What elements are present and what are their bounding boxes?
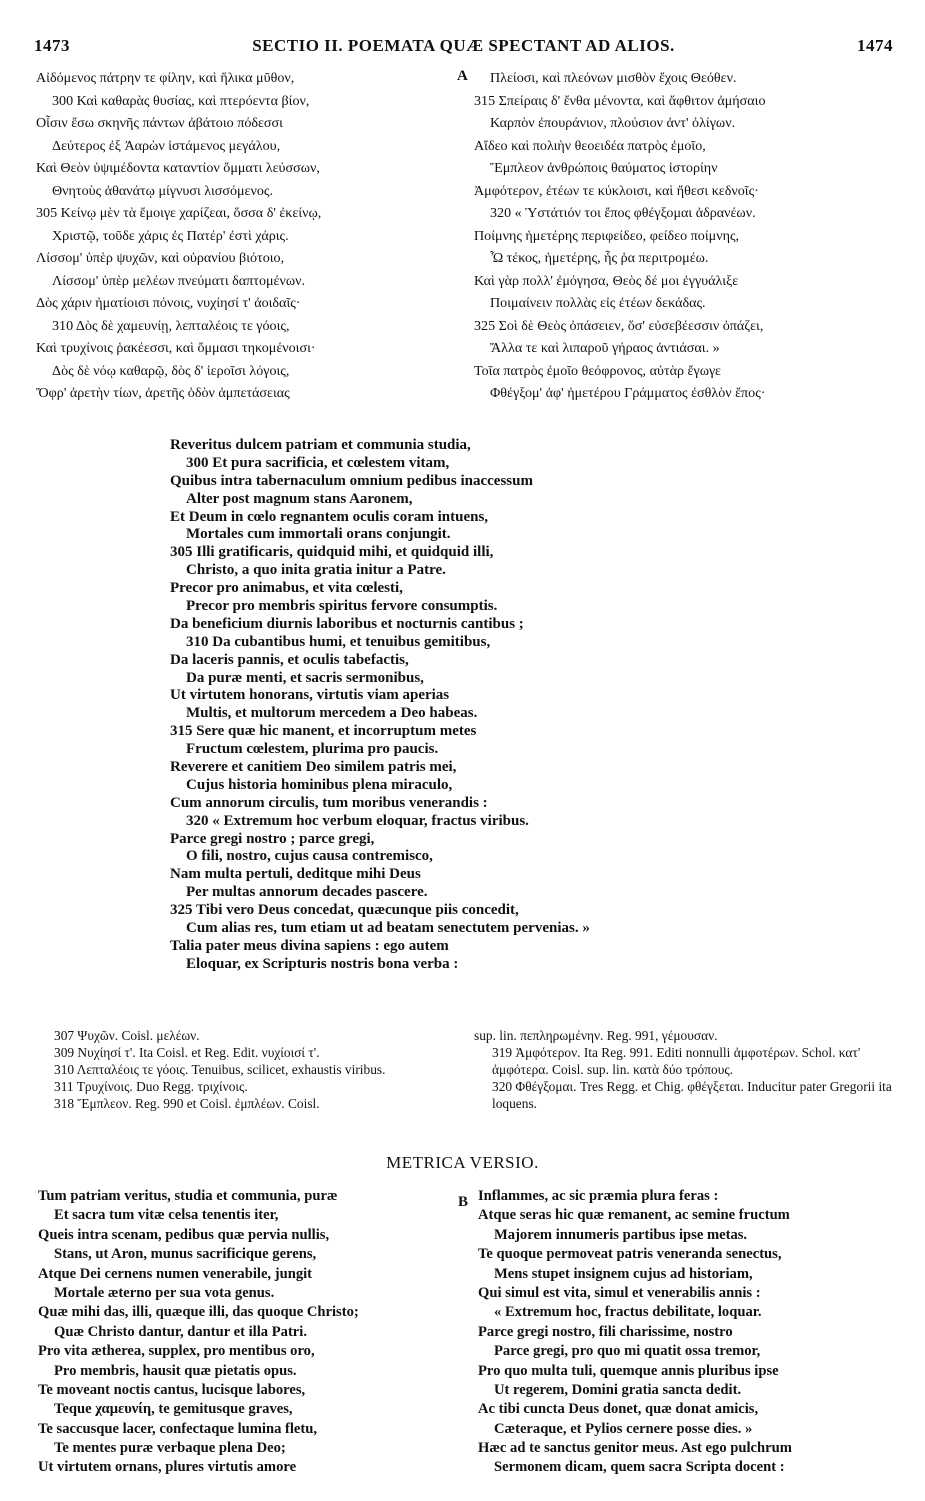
metrica-verse-line: Pro vita æthereа, supplex, pro mentibus oro, — [38, 1343, 315, 1360]
page-number-left: 1473 — [34, 36, 70, 55]
footnote: 319 Ἀμφότερον. Ita Reg. 991. Editi nonnulli ἀμφοτέρων. Schol. κατ' ἀμφότερα. Coisl. sup. lin. κατὰ δύο τρόπους. — [492, 1045, 861, 1077]
column-marker-b: B — [458, 1194, 469, 1210]
metrica-verse-line: Majorem innumeris partibus ipse metas. — [494, 1226, 748, 1243]
latin-verse-line: Parce gregi nostro ; parce gregi, — [170, 830, 375, 847]
greek-text-right-column — [474, 67, 904, 405]
metrica-verse-line: Et sacra tum vitæ celsa tenentis iter, — [54, 1207, 279, 1224]
greek-verse-line: Ποιμαίνειν πολλὰς εἰς ἐτέων δεκάδας. — [490, 295, 706, 311]
metrica-verse-line: Pro membris, hausit quæ pietatis opus. — [54, 1362, 297, 1379]
latin-verse-line: Multis, et multorum mercedem a Deo habeas. — [186, 705, 478, 722]
greek-verse-line: Λίσσομ' ὑπὲρ ψυχῶν, καὶ οὐρανίου βιότοιο, — [36, 250, 285, 266]
greek-verse-line: Αἴδεο καὶ πολιὴν θεοειδέα πατρὸς ἐμοῖο, — [474, 137, 706, 154]
footnote: 307 Ψυχῶν. Coisl. μελέων. — [54, 1028, 200, 1043]
greek-verse-line: Καὶ τρυχίνοις ῥακέεσσι, καὶ ὄμμασι τηκομένοισι· — [36, 340, 316, 356]
latin-verse-line: Mortales cum immortali orans conjungit. — [186, 526, 451, 543]
greek-verse-line: Καὶ γὰρ πολλ' ἐμόγησα, Θεὸς δέ μοι ἐγγυάλιξε — [474, 272, 739, 289]
latin-verse-line: Per multas annorum decades pascere. — [186, 884, 428, 901]
greek-verse-line: Αἰδόμενος πάτρην τε φίλην, καὶ ἥλικα μῦθον, — [36, 70, 295, 86]
greek-verse-line: Λίσσομ' ὑπὲρ μελέων πνεύματι δαπτομένων. — [52, 272, 306, 289]
running-header — [34, 36, 893, 58]
latin-verse-line: Alter post magnum stans Aaronem, — [186, 490, 413, 507]
metrica-verse-line: Te moveant noctis cantus, lucisque labores, — [38, 1381, 306, 1398]
footnote: 310 Λεπταλέοις τε γόοις. Tenuibus, scilicet, exhaustis viribus. — [54, 1062, 386, 1077]
metrica-verse-line: Tum patriam veritus, studia et communia, puræ — [38, 1188, 338, 1204]
greek-verse-line: Ποίμνης ἡμετέρης περιφείδεο, φείδεο ποίμνης, — [474, 227, 740, 244]
greek-verse-line: Καὶ Θεὸν ὑψιμέδοντα καταντίον ὄμματι λεύσσων, — [36, 160, 320, 176]
metrica-verse-line: Qui simul est vita, simul et venerabilis annis : — [478, 1284, 761, 1301]
metrica-verse-line: Te quoque permoveat patris veneranda senectus, — [478, 1246, 782, 1263]
metrica-verse-line: Cæteraque, et Pylios cernere posse dies. » — [494, 1420, 753, 1437]
latin-verse-line: 300 Et pura sacrificia, et cœlestem vitam, — [186, 454, 450, 471]
latin-verse-line: Precor pro membris spiritus fervore consumptis. — [186, 598, 498, 615]
metrica-verse-line: Te saccusque lacer, confectaque lumina fletu, — [38, 1420, 318, 1437]
latin-verse-line: Nam multa pertuli, deditque mihi Deus — [170, 866, 421, 883]
metrica-verse-line: Hæc ad te sanctus genitor meus. Ast ego pulchrum — [478, 1440, 792, 1457]
greek-verse-line: Πλείοσι, καὶ πλεόνων μισθὸν ἔχοις Θεόθεν. — [490, 70, 737, 86]
metrica-verse-line: Pro quo multa tuli, quemque annis pluribus ipse — [478, 1362, 779, 1379]
running-title: SECTIO II. POEMATA QUÆ SPECTANT AD ALIOS. — [252, 36, 675, 55]
latin-verse-line: 320 « Extremum hoc verbum eloquar, fractus viribus. — [186, 812, 529, 829]
latin-verse-line: Reveritus dulcem patriam et communia studia, — [170, 437, 471, 453]
greek-verse-line: Ἄλλα τε καὶ λιπαροῦ γήραος ἀντιάσαι. » — [490, 340, 720, 356]
column-marker-a: A — [457, 68, 468, 84]
latin-verse-line: O fili, nostro, cujus causa contremisco, — [186, 848, 433, 865]
greek-verse-line: 325 Σοὶ δὲ Θεὸς ὀπάσειεν, ὅσ' εὐσεβέεσσιν ὀπάζει, — [474, 317, 764, 334]
metrica-verse-line: Atque seras hic quæ remanent, ac semine fructum — [478, 1207, 790, 1224]
metrica-verse-line: Ac tibi cuncta Deus donet, quæ donat amicis, — [478, 1401, 759, 1418]
metrica-verse-line: Parce gregi, pro quo mi quatit ossa tremor, — [494, 1343, 761, 1360]
greek-verse-line: 315 Σπείραις δ' ἔνθα μένοντα, καὶ ἄφθιτον ἀμήσαιο — [474, 92, 766, 109]
footnote: sup. lin. πεπληρωμένην. Reg. 991, γέμουσαν. — [474, 1028, 718, 1043]
latin-verse-line: Da laceris pannis, et oculis tabefactis, — [170, 651, 409, 668]
footnote: 309 Νυχίησί τ'. Ita Coisl. et Reg. Edit. νυχίοισί τ'. — [54, 1045, 320, 1060]
greek-verse-line: Καρπὸν ἐπουράνιον, πλούσιον ἀντ' ὀλίγων. — [490, 115, 736, 131]
greek-verse-line: Οἷσιν ἔσω σκηνῆς πάντων ἀβάτοιο πόδεσσι — [36, 115, 283, 131]
greek-verse-line: Δὸς δὲ νόῳ καθαρῷ, δὸς δ' ἱεροῖσι λόγοις, — [52, 362, 290, 379]
latin-verse-line: Quibus intra tabernaculum omnium pedibus inaccessum — [170, 472, 533, 489]
latin-verse-line: Ut virtutem honorans, virtutis viam aperias — [170, 687, 450, 704]
footnotes-left-column — [36, 1027, 461, 1112]
greek-text-left-column — [36, 67, 461, 405]
metrica-verse-line: Ut virtutem ornans, plures virtutis amore — [38, 1459, 297, 1476]
metrica-versio-left-column — [38, 1187, 468, 1478]
metrica-verse-line: Mens stupet insignem cujus ad historiam, — [494, 1265, 753, 1282]
latin-verse-line: Reverere et canitiem Deo similem patris mei, — [170, 759, 457, 776]
metrica-versio-right-column — [478, 1187, 908, 1478]
greek-verse-line: Φθέγξομ' ἀφ' ἡμετέρου Γράμματος ἐσθλὸν ἔπος· — [490, 385, 766, 401]
latin-verse-line: Da puræ menti, et sacris sermonibus, — [186, 669, 424, 686]
latin-verse-line: 305 Illi gratificaris, quidquid mihi, et quidquid illi, — [170, 544, 494, 561]
metrica-verse-line: Stans, ut Aron, munus sacrificique gerens, — [54, 1246, 317, 1263]
page-number-right: 1474 — [857, 36, 893, 55]
metrica-verse-line: Atque Dei cernens numen venerabile, jungit — [38, 1265, 313, 1282]
greek-verse-line: Ὦ τέκος, ἡμετέρης, ἧς ῥα περιτρομέω. — [490, 250, 709, 266]
latin-verse-line: Eloquar, ex Scripturis nostris bona verba : — [186, 955, 459, 972]
footnote: 318 Ἔμπλεον. Reg. 990 et Coisl. ἐμπλέων. Coisl. — [54, 1096, 320, 1111]
metrica-verse-line: Queis intra scenam, pedibus quæ pervia nullis, — [38, 1226, 330, 1243]
greek-verse-line: 310 Δὸς δὲ χαμευνίῃ, λεπταλέοις τε γόοις, — [52, 317, 290, 334]
latin-translation — [170, 437, 730, 974]
greek-verse-line: Δεύτερος ἐξ Ἀαρὼν ἱστάμενος μεγάλου, — [52, 137, 281, 154]
latin-verse-line: 325 Tibi vero Deus concedat, quæcunque piis concedit, — [170, 902, 519, 919]
metrica-verse-line: « Extremum hoc, fractus debilitate, loquar. — [494, 1304, 762, 1321]
latin-verse-line: 310 Da cubantibus humi, et tenuibus gemitibus, — [186, 633, 491, 650]
greek-verse-line: Τοῖα πατρὸς ἐμοῖο θεόφρονος, αὐτὰρ ἔγωγε — [474, 362, 721, 379]
latin-verse-line: 315 Sere quæ hic manent, et incorruptum metes — [170, 723, 477, 740]
latin-verse-line: Cum annorum circulis, tum moribus venerandis : — [170, 794, 488, 811]
metrica-verse-line: Quæ mihi das, illi, quæque illi, das quoque Christo; — [38, 1304, 359, 1321]
metrica-verse-line: Parce gregi nostro, fili charissime, nostro — [478, 1323, 733, 1340]
greek-verse-line: Ὄφρ' ἀρετὴν τίων, ἀρετῆς ὁδὸν ἀμπετάσειας — [36, 385, 290, 401]
latin-verse-line: Precor pro animabus, et vita cœlesti, — [170, 580, 403, 597]
latin-verse-line: Da beneficium diurnis laboribus et nocturnis cantibus ; — [170, 615, 524, 632]
greek-verse-line: Ἀμφότερον, ἐτέων τε κύκλοισι, καὶ ἤθεσι κεδνοῖς· — [474, 182, 759, 199]
metrica-verse-line: Sermonem dicam, quem sacra Scripta docent : — [494, 1459, 785, 1476]
footnote: 320 Φθέγξομαι. Tres Regg. et Chig. φθέγξεται. Inducitur pater Gregorii ita loquens. — [492, 1079, 892, 1111]
footnote: 311 Τρυχίνοις. Duo Regg. τριχίνοις. — [54, 1079, 248, 1094]
metrica-verse-line: Te mentes puræ verbaque plena Deo; — [54, 1440, 286, 1457]
metrica-verse-line: Quæ Christo dantur, dantur et illa Patri. — [54, 1323, 307, 1340]
greek-verse-line: Θνητοὺς ἀθανάτῳ μίγνυσι λισσόμενος. — [52, 182, 273, 199]
latin-verse-line: Et Deum in cœlo regnantem oculis coram intuens, — [170, 508, 489, 525]
greek-verse-line: Χριστῷ, τοῦδε χάρις ἐς Πατέρ' ἐστὶ χάρις. — [52, 227, 289, 244]
metrica-verse-line: Teque χαμευνίη, te gemitusque graves, — [54, 1401, 293, 1418]
metrica-verse-line: Mortale æterno per sua vota genus. — [54, 1284, 275, 1301]
metrica-verse-line: Ut regerem, Domini gratia sancta dedit. — [494, 1381, 742, 1398]
greek-verse-line: Ἔμπλεον ἀνθρώποις θαύματος ἱστορίην — [490, 160, 718, 176]
latin-verse-line: Cum alias res, tum etiam ut ad beatam senectutem pervenias. » — [186, 920, 590, 937]
footnotes-right-column — [474, 1027, 904, 1112]
latin-verse-line: Talia pater meus divina sapiens : ego autem — [170, 937, 449, 954]
greek-verse-line: 320 « Ὑστάτιόν τοι ἔπος φθέγξομαι ἀδρανέων. — [490, 205, 756, 221]
latin-verse-line: Fructum cœlestem, plurima pro paucis. — [186, 741, 439, 758]
latin-verse-line: Christo, a quo inita gratia initur a Patre. — [186, 562, 446, 579]
metrica-verse-line: Inflammes, ac sic præmia plura feras : — [478, 1188, 719, 1204]
latin-verse-line: Cujus historia hominibus plena miraculo, — [186, 776, 453, 793]
greek-verse-line: 300 Καὶ καθαρὰς θυσίας, καὶ πτερόεντα βίον, — [52, 92, 310, 109]
greek-verse-line: Δὸς χάριν ἠματίοισι πόνοις, νυχίησί τ' ἀοιδαῖς· — [36, 295, 301, 311]
metrica-versio-title: METRICA VERSIO. — [386, 1153, 539, 1172]
greek-verse-line: 305 Κείνῳ μὲν τὰ ἔμοιγε χαρίζεαι, ὅσσα δ' ἐκείνῳ, — [36, 205, 322, 221]
